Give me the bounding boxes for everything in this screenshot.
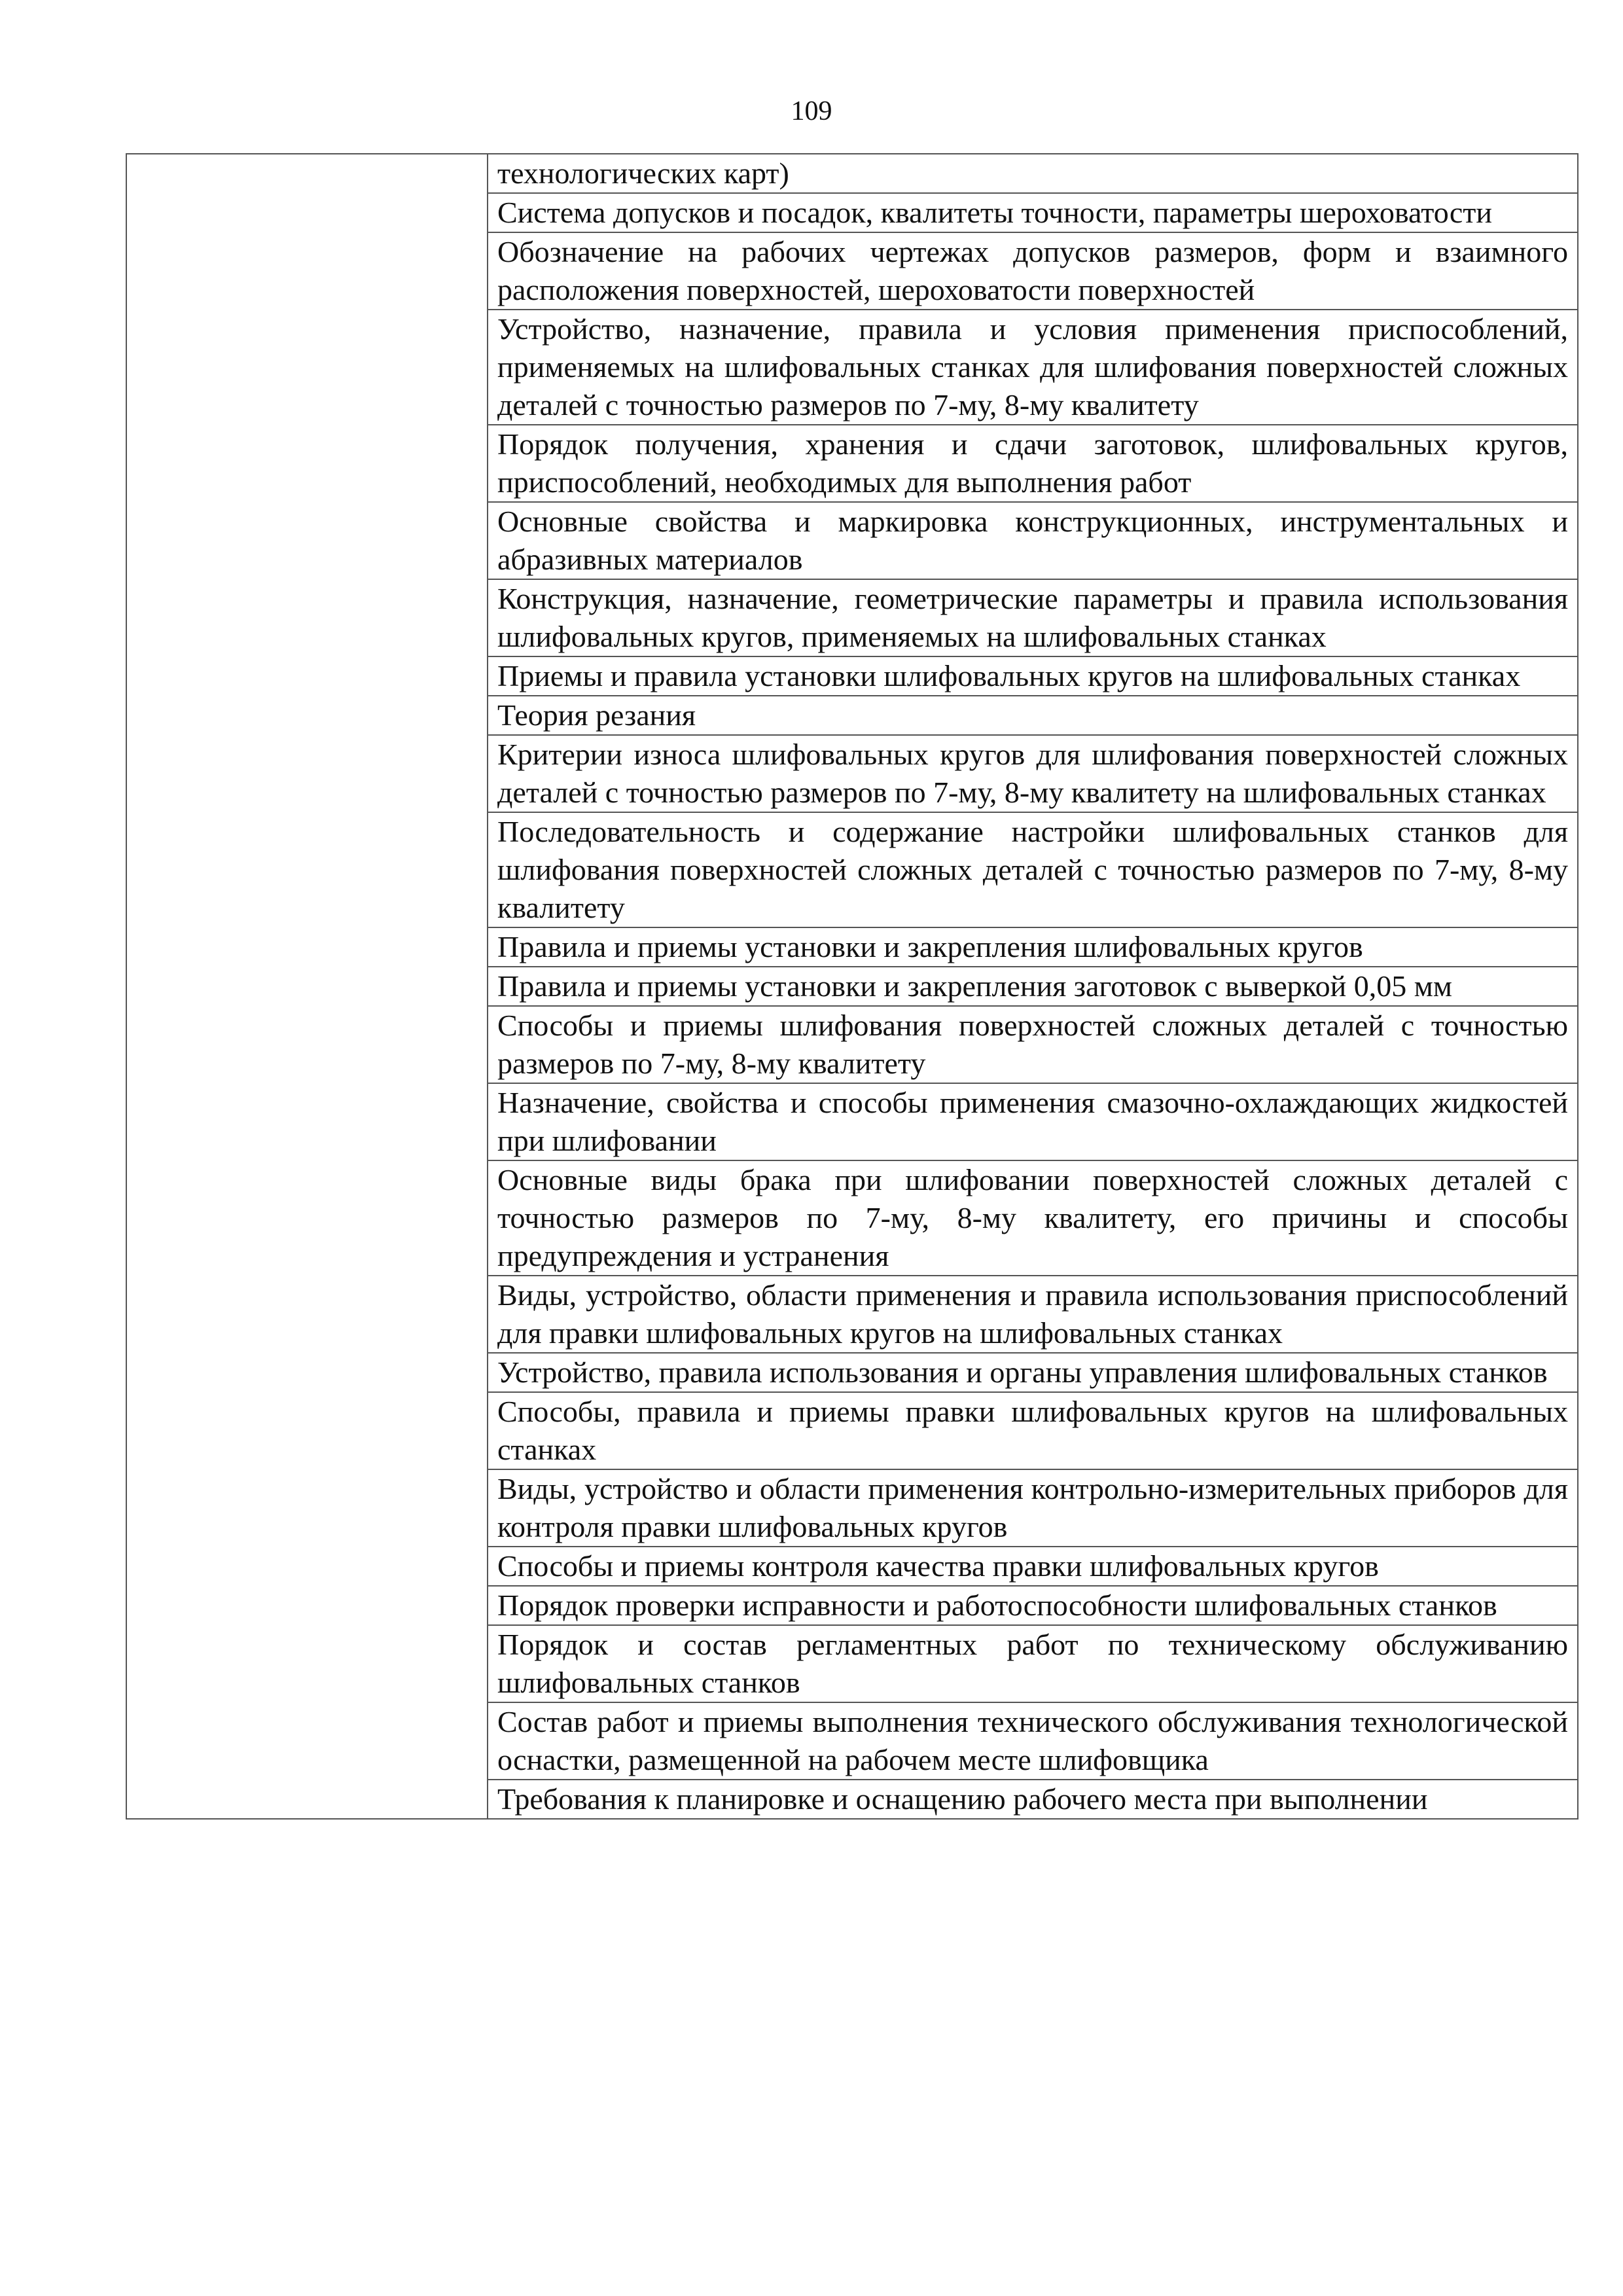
requirement-text: Основные свойства и маркировка конструкционных, инструментальных и абразивных материалов [497,505,1568,576]
page-number: 109 [791,96,832,126]
requirement-cell [488,1625,1578,1702]
requirement-text: Порядок проверки исправности и работоспособности шлифовальных станков [497,1588,1497,1622]
requirement-cell [488,232,1578,310]
requirement-text: Виды, устройство и области применения контрольно-измерительных приборов для контроля правки шлифовальных кругов [497,1472,1568,1543]
requirement-cell [488,425,1578,502]
requirement-text: Виды, устройство, области применения и правила использования приспособлений для правки шлифовальных кругов на шлифовальных станках [497,1278,1568,1350]
requirement-text: Система допусков и посадок, квалитеты точности, параметры шероховатости [497,196,1492,229]
requirement-text: Способы и приемы контроля качества правки шлифовальных кругов [497,1549,1379,1583]
requirement-cell [488,1353,1578,1392]
requirement-cell [488,1547,1578,1586]
requirement-cell [488,696,1578,735]
requirement-text: Критерии износа шлифовальных кругов для шлифования поверхностей сложных деталей с точностью размеров по 7-му, 8-му квалитету на шлифовальных станках [497,738,1568,809]
requirement-text: Назначение, свойства и способы применения смазочно-охлаждающих жидкостей при шлифовании [497,1086,1568,1157]
requirement-cell [488,1780,1578,1819]
requirement-cell [488,154,1578,193]
requirement-cell [488,927,1578,967]
requirement-cell [488,735,1578,812]
requirement-cell [488,1392,1578,1469]
requirement-text: Порядок и состав регламентных работ по техническому обслуживанию шлифовальных станков [497,1628,1568,1699]
requirement-text: Порядок получения, хранения и сдачи заготовок, шлифовальных кругов, приспособлений, необходимых для выполнения работ [497,427,1568,499]
requirement-text: Требования к планировке и оснащению рабочего места при выполнении [497,1782,1428,1816]
requirement-cell [488,1276,1578,1353]
requirement-text: технологических карт) [497,156,789,190]
requirement-text: Правила и приемы установки и закрепления шлифовальных кругов [497,930,1363,963]
requirement-cell [488,579,1578,656]
requirement-cell [488,656,1578,696]
requirement-text: Способы, правила и приемы правки шлифовальных кругов на шлифовальных станках [497,1395,1568,1466]
requirement-cell [488,502,1578,579]
requirement-cell [488,967,1578,1006]
left-column-cell [126,154,488,1819]
requirement-text: Приемы и правила установки шлифовальных кругов на шлифовальных станках [497,659,1521,692]
requirement-cell [488,1160,1578,1276]
table-row [126,154,1578,193]
knowledge-requirements-table [126,153,1578,1820]
requirement-text: Правила и приемы установки и закрепления заготовок с выверкой 0,05 мм [497,969,1452,1003]
requirement-cell [488,1006,1578,1083]
requirement-text: Последовательность и содержание настройки шлифовальных станков для шлифования поверхностей сложных деталей с точностью размеров по 7-му, 8-му квалитету [497,815,1568,924]
requirement-text: Устройство, правила использования и органы управления шлифовальных станков [497,1355,1548,1389]
requirement-text: Состав работ и приемы выполнения технического обслуживания технологической оснастки, размещенной на рабочем месте шлифовщика [497,1705,1568,1776]
requirement-text: Основные виды брака при шлифовании поверхностей сложных деталей с точностью размеров по 7-му, 8-му квалитету, его причины и способы предупреждения и устранения [497,1163,1568,1272]
requirement-cell [488,1702,1578,1780]
requirement-cell [488,812,1578,927]
requirement-text: Устройство, назначение, правила и условия применения приспособлений, применяемых на шлифовальных станках для шлифования поверхностей сложных деталей с точностью размеров по 7-му, 8-му квалитету [497,312,1568,422]
table-body [126,154,1578,1819]
requirement-text: Обозначение на рабочих чертежах допусков размеров, форм и взаимного расположения поверхностей, шероховатости поверхностей [497,235,1568,306]
requirement-cell [488,1083,1578,1160]
requirement-text: Способы и приемы шлифования поверхностей сложных деталей с точностью размеров по 7-му, 8-му квалитету [497,1009,1568,1080]
requirement-text: Конструкция, назначение, геометрические параметры и правила использования шлифовальных кругов, применяемых на шлифовальных станках [497,582,1568,653]
requirement-cell [488,193,1578,232]
requirement-text: Теория резания [497,698,696,732]
requirement-cell [488,1586,1578,1625]
requirement-cell [488,310,1578,425]
requirement-cell [488,1469,1578,1547]
